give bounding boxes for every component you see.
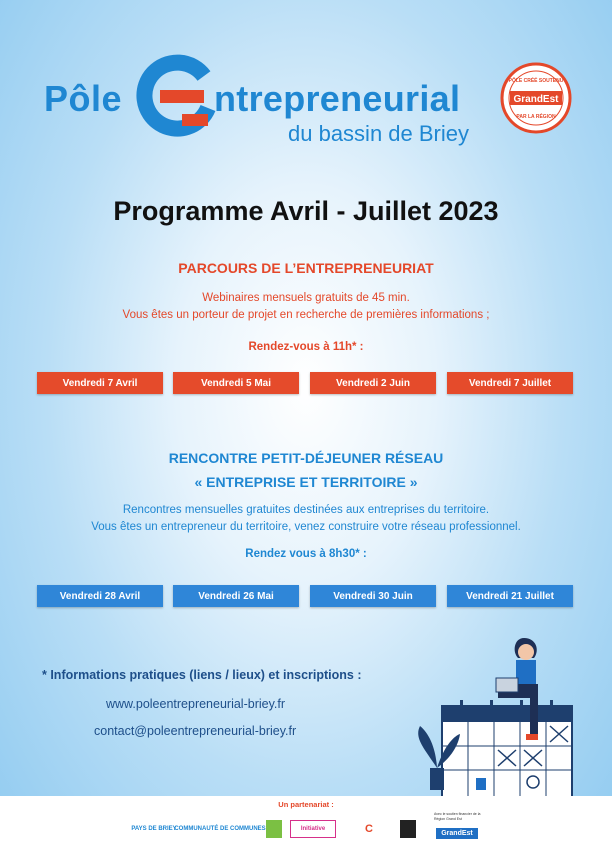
partner-logo: COMMUNAUTÉ DE COMMUNES: [174, 826, 266, 832]
partner-logo: PAYS DE BRIEY: [131, 826, 177, 832]
section2-subheading: « ENTREPRISE ET TERRITOIRE »: [194, 474, 418, 490]
grand-est-logo: GrandEst: [436, 828, 478, 839]
section1-line2: Vous êtes un porteur de projet en recherche de premières informations ;: [122, 309, 490, 321]
section1-rdv: Rendez-vous à 11h* :: [248, 341, 364, 353]
section1-line1: Webinaires mensuels gratuits de 45 min.: [202, 292, 410, 304]
date-button[interactable]: Vendredi 2 Juin: [310, 372, 436, 394]
logo-entrepreneurial-text: ntrepreneurial: [214, 78, 461, 119]
date-button[interactable]: Vendredi 5 Mai: [173, 372, 299, 394]
grand-est-seal-icon: [500, 62, 572, 134]
section2-rdv: Rendez vous à 8h30* :: [245, 548, 367, 560]
info-heading: * Informations pratiques (liens / lieux) et inscriptions :: [42, 668, 362, 682]
logo-pole-text: Pôle: [44, 78, 123, 119]
date-button[interactable]: Vendredi 21 Juillet: [447, 585, 573, 607]
section2-line1: Rencontres mensuelles gratuites destinées aux entreprises du territoire.: [122, 504, 490, 516]
partner-logo: Initiative: [290, 820, 336, 838]
section1-heading: PARCOURS DE L’ENTREPRENEURIAT: [178, 260, 434, 276]
date-button[interactable]: Vendredi 7 Juillet: [447, 372, 573, 394]
section2-heading: RENCONTRE PETIT-DÉJEUNER RÉSEAU: [168, 450, 444, 466]
partner-logo: [400, 820, 416, 838]
seal-bottom-text: PAR LA RÉGION: [516, 114, 556, 120]
region-note: Avec le soutien financier de la Région Grand Est: [434, 812, 481, 821]
website-link[interactable]: www.poleentrepreneurial-briey.fr: [106, 697, 286, 711]
date-button[interactable]: Vendredi 7 Avril: [37, 372, 163, 394]
section2-line2: Vous êtes un entrepreneur du territoire, venez construire votre réseau professionnel.: [91, 521, 521, 533]
email-link[interactable]: contact@poleentrepreneurial-briey.fr: [94, 724, 297, 738]
partner-logo: C: [365, 823, 373, 835]
date-button[interactable]: Vendredi 30 Juin: [310, 585, 436, 607]
calendar-woman-illustration: [404, 618, 594, 798]
logo-e-icon: [138, 56, 220, 138]
partner-label: Un partenariat :: [278, 800, 334, 809]
partner-logo: [266, 820, 282, 838]
date-button[interactable]: Vendredi 28 Avril: [37, 585, 163, 607]
date-button[interactable]: Vendredi 26 Mai: [173, 585, 299, 607]
seal-brand: GrandEst: [513, 94, 559, 105]
page-title: Programme Avril - Juillet 2023: [113, 196, 499, 226]
logo-subtitle: du bassin de Briey: [288, 121, 469, 146]
seal-top-text: PÔLE CRÉÉ SOUTENU: [508, 78, 564, 84]
